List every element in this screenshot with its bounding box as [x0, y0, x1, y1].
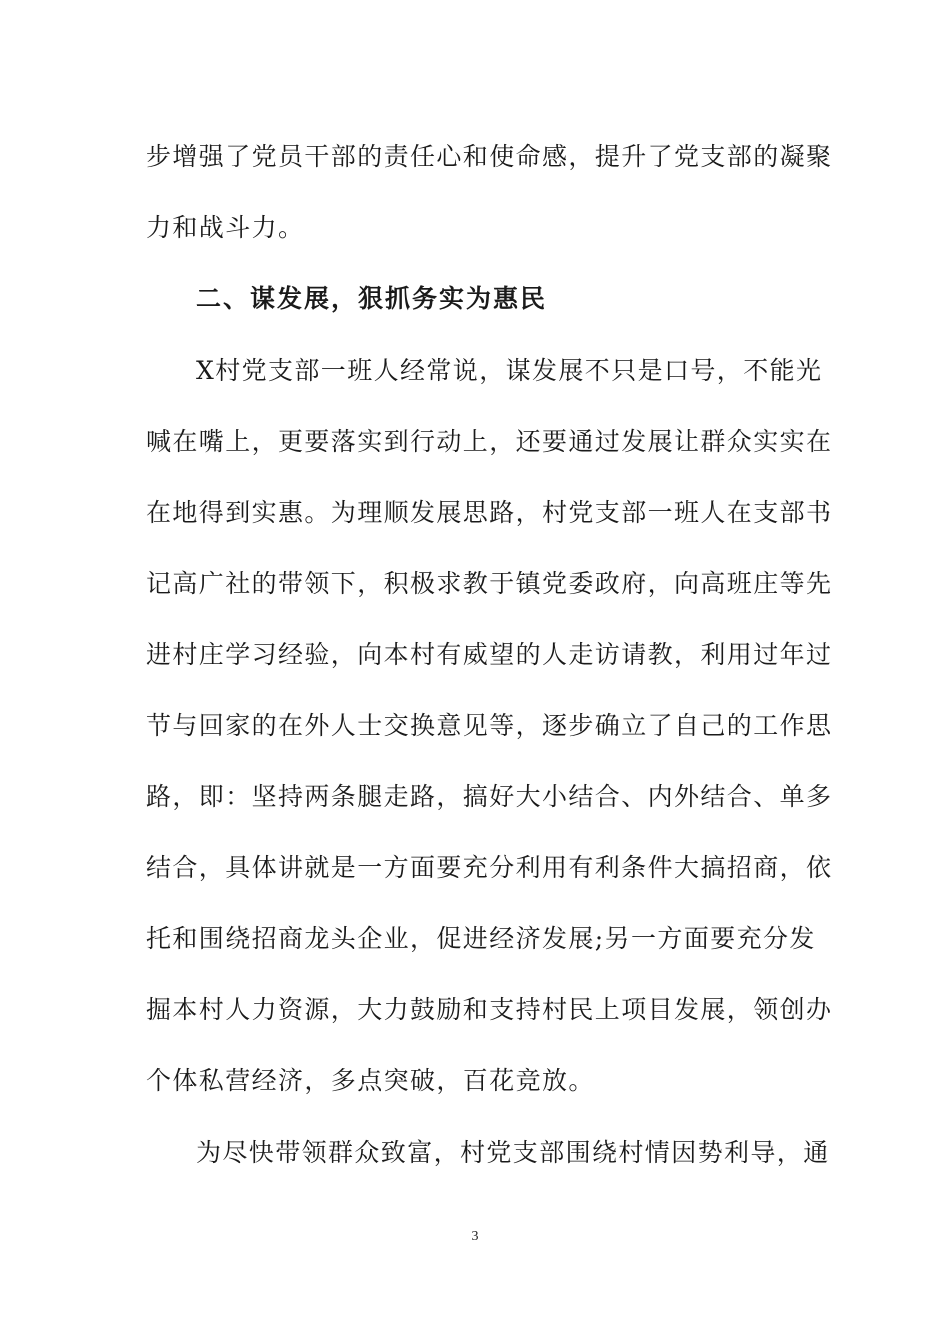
- paragraph-2-line-9: 托和围绕招商龙头企业，促进经济发展;另一方面要充分发: [146, 924, 816, 953]
- page-number: 3: [471, 1229, 479, 1244]
- paragraph-2-line-7: 路，即：坚持两条腿走路，搞好大小结合、内外结合、单多: [146, 782, 833, 811]
- paragraph-2-line-2: 喊在嘴上，更要落实到行动上，还要通过发展让群众实实在: [146, 427, 833, 456]
- paragraph-1-line-2: 力和战斗力。: [146, 213, 305, 242]
- paragraph-2-line-10: 掘本村人力资源，大力鼓励和支持村民上项目发展，领创办: [146, 995, 833, 1024]
- paragraph-3-line-1: 为尽快带领群众致富，村党支部围绕村情因势利导，通: [196, 1138, 830, 1167]
- section-heading: 二、谋发展，狠抓务实为惠民: [196, 284, 548, 313]
- paragraph-2-line-11: 个体私营经济，多点突破，百花竞放。: [146, 1066, 595, 1095]
- paragraph-2-line-6: 节与回家的在外人士交换意见等，逐步确立了自己的工作思: [146, 711, 833, 740]
- paragraph-2-line-3: 在地得到实惠。为理顺发展思路，村党支部一班人在支部书: [146, 498, 833, 527]
- paragraph-2-line-5: 进村庄学习经验，向本村有威望的人走访请教，利用过年过: [146, 640, 833, 669]
- paragraph-1-line-1: 步增强了党员干部的责任心和使命感，提升了党支部的凝聚: [146, 142, 833, 171]
- paragraph-2-line-1: X村党支部一班人经常说，谋发展不只是口号，不能光: [196, 356, 823, 385]
- paragraph-2-line-8: 结合，具体讲就是一方面要充分利用有利条件大搞招商，依: [146, 853, 833, 882]
- paragraph-2-line-4: 记高广社的带领下，积极求教于镇党委政府，向高班庄等先: [146, 569, 833, 598]
